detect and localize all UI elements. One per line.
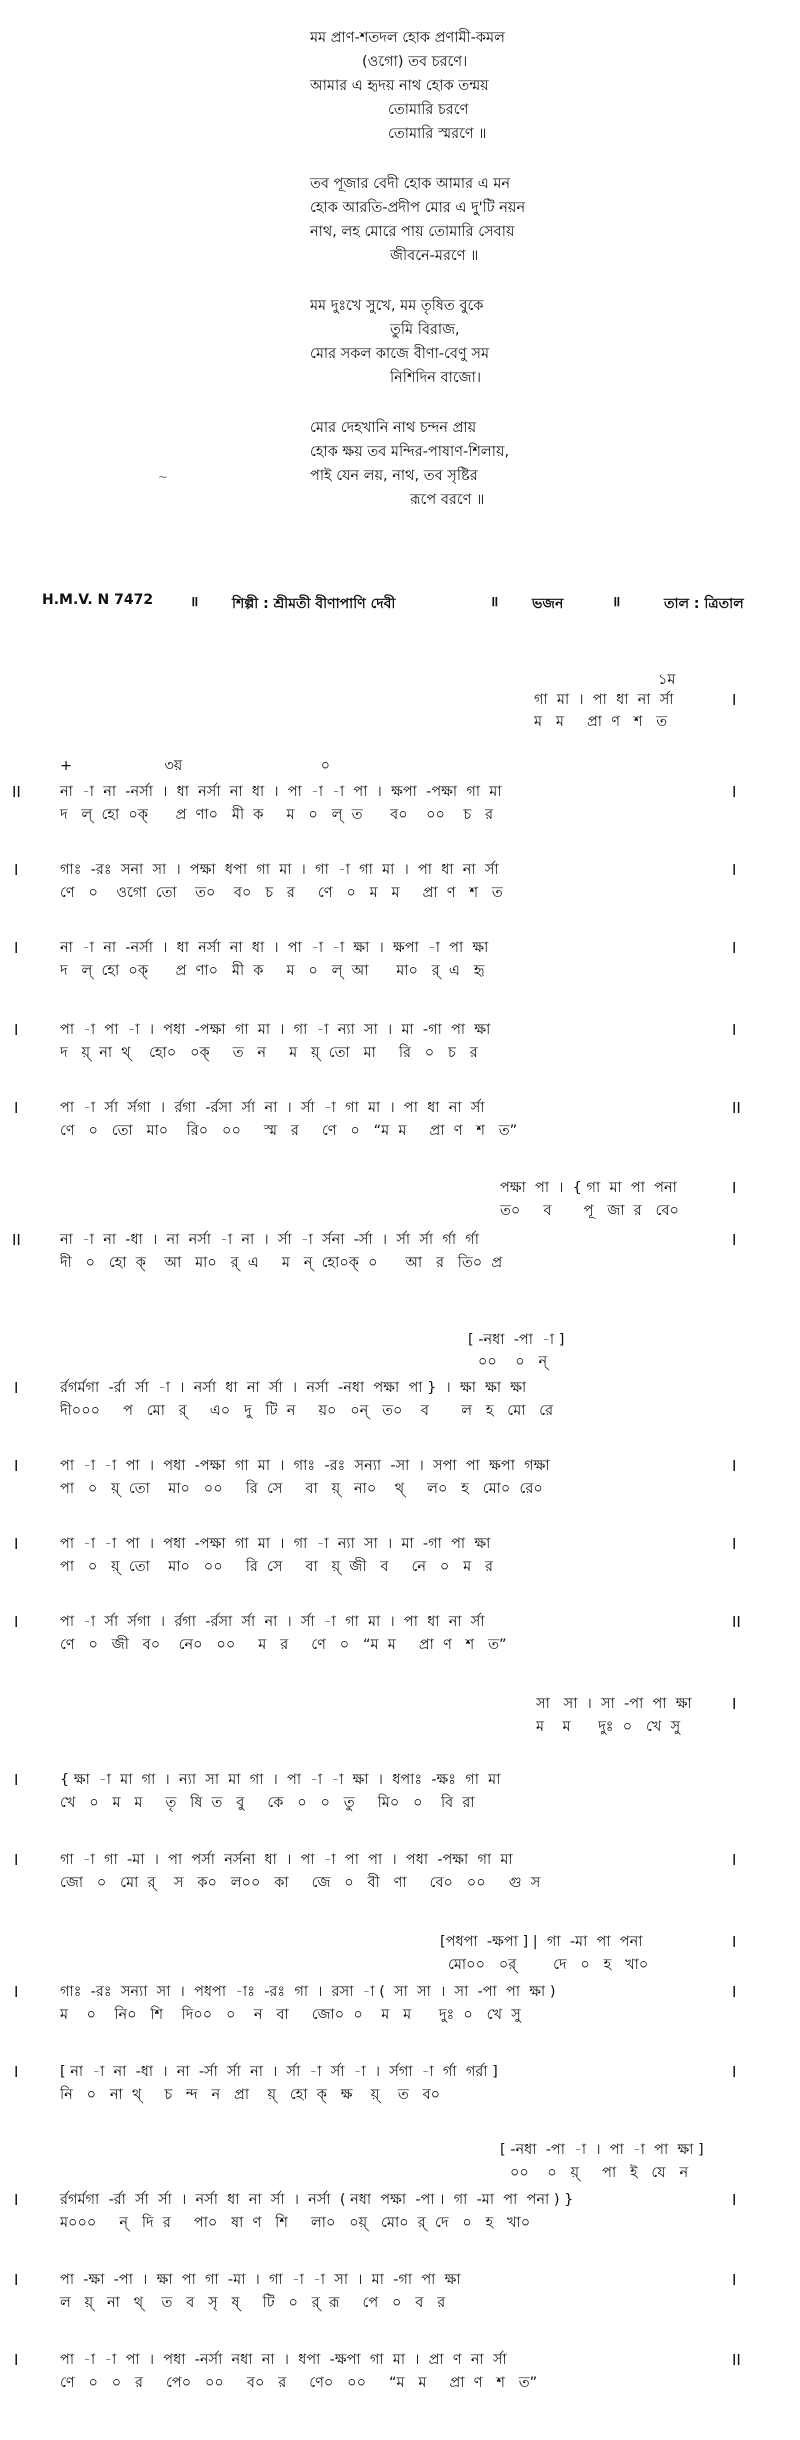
notation-lyric-line: ণে ০ তো মা০ রি০ ০০ স্ম র ণে ০ “ম ম প্রা ণ শ ত” — [60, 1123, 518, 1139]
artist: শিল্পী : শ্রীমতী বীণাপাণি দেবী — [232, 596, 396, 612]
lyric-line: মোর সকল কাজে বীণা-বেণু সম — [310, 346, 490, 362]
notation-lyric-line: ম০০০ ন্ দি র পা০ ষা ণ শি লা০ ০য়্ মো০ র্ দে ০ হ খা০ — [60, 2215, 531, 2231]
bar-line-mark: II — [732, 1099, 741, 1117]
bar-line-mark: I — [732, 1231, 737, 1249]
lyric-line: পাই যেন লয়, নাথ, তব সৃষ্টির — [310, 468, 478, 484]
bar-line-mark: I — [732, 2063, 737, 2081]
bar-line-mark: I — [732, 1983, 737, 2001]
bar-line-mark: I — [14, 2191, 19, 2209]
notation-lyric-line: খে ০ ম ম তৃ ষি ত বু কে ০ ০ তু মি০ ০ বি রা — [60, 1795, 475, 1811]
notation-lyric-line: ০০ ০ য়্ পা ই যে ন — [510, 2165, 689, 2181]
notation-swara-line: সা সা । সা -পা পা ক্ষা — [536, 1696, 692, 1712]
lyric-line: আমার এ হৃদয় নাথ হোক তন্ময় — [310, 78, 489, 94]
bar-line-mark: I — [732, 2271, 737, 2289]
notation-swara-line: [ না -া না -ধা । না -র্সা র্সা না । র্সা -া র্সা -া । র্সগা -া র্গা গর্রা ] — [60, 2064, 498, 2080]
lyric-line: মম প্রাণ-শতদল হোক প্রণামী-কমল — [310, 30, 505, 46]
notation-lyric-line: জো ০ মো র্ স ক০ ল০০ কা জে ০ বী ণা বে০ ০০ গু স — [60, 1875, 541, 1891]
bar-line-mark: I — [732, 1851, 737, 1869]
lyric-line: তুমি বিরাজ, — [390, 322, 460, 338]
notation-lyric-line: ত০ ব পূ জা র বে০ — [500, 1203, 679, 1219]
notation-swara-line: পক্ষা পা । { গা মা পা পনা — [500, 1180, 677, 1196]
notation-lyric-line: দী ০ হো ক্ আ মা০ র্ এ ম ন্ হো০ক্ ০ আ র তি০ প্র — [60, 1255, 503, 1271]
bar-line-mark: I — [14, 2271, 19, 2289]
bar-line-mark: I — [14, 1379, 19, 1397]
bar-line-mark: II — [732, 2351, 741, 2369]
notation-lyric-line: দী০০০ প মো র্ এ০ দু টি ন য়০ ০ন্ ত০ ব ল হ মো রে — [60, 1403, 554, 1419]
notation-lyric-line: দ ল্ হো ০ক্ প্র ণা০ মী ক ম ০ ল্ ত ব০ ০০ চ র — [60, 807, 494, 823]
bar-line-mark: I — [14, 1457, 19, 1475]
notation-swara-line: পা -া -া পা । পধা -নর্সা নধা না । ধপা -ক্ষপা গা মা । প্রা ণ না র্সা — [60, 2352, 507, 2368]
bar-line-mark: I — [14, 2351, 19, 2369]
lyric-line: (ওগো) তব চরণে। — [362, 54, 468, 70]
lyric-line: হোক ক্ষয় তব মন্দির-পাষাণ-শিলায়, — [310, 444, 510, 460]
bar-line-mark: I — [732, 1021, 737, 1039]
notation-swara-line: পা -া র্সা র্সগা । র্রগা -র্রসা র্সা না । র্সা -া গা মা । পা ধা না র্সা — [60, 1100, 485, 1116]
notation-swara-line: পা -ক্ষা -পা । ক্ষা পা গা -মা । গা -া -া সা । মা -গা পা ক্ষা — [60, 2272, 461, 2288]
bar-line-mark: I — [14, 861, 19, 879]
bar-line-mark: I — [14, 1021, 19, 1039]
notation-lyric-line: + ৩য় ০ — [60, 758, 331, 774]
lyric-line: তোমারি স্মরণে ॥ — [388, 126, 487, 142]
bar-line-mark: I — [732, 783, 737, 801]
notation-swara-line: গাঃ -রঃ সন্যা সা । পধপা -াঃ -রঃ গা । রসা -া ( সা সা । সা -পা পা ক্ষা ) — [60, 1984, 556, 2000]
bar-line-mark: I — [732, 861, 737, 879]
notation-swara-line: গা -া গা -মা । পা পর্সা নর্সনা ধা । পা -া পা পা । পধা -পক্ষা গা মা — [60, 1852, 513, 1868]
notation-swara-line: পা -া -া পা । পধা -পক্ষা গা মা । গা -া ন্যা সা । মা -গা পা ক্ষা — [60, 1536, 491, 1552]
notation-swara-line: [ -নধা -পা -া ] — [468, 1332, 565, 1348]
notation-lyric-line: দ য়্ না থ্ হো০ ০ক্ ত ন ম য়্ তো মা রি ০ চ র — [60, 1045, 478, 1061]
bar-line-mark: I — [14, 1983, 19, 2001]
lyric-line: তোমারি চরণে — [388, 102, 469, 118]
bar-line-mark: II — [12, 1231, 21, 1249]
bar-line-mark: I — [14, 1771, 19, 1789]
lyric-line: মোর দেহখানি নাথ চন্দন প্রায় — [310, 420, 477, 436]
notation-lyric-line: ম ম দুঃ ০ খে সু — [536, 1719, 681, 1735]
lyric-line: নিশিদিন বাজো। — [390, 370, 482, 386]
bar-line-mark: I — [14, 1099, 19, 1117]
notation-lyric-line: পা ০ য়্ তো মা০ ০০ রি সে বা য়্ না০ থ্ ল০ হ মো০ রে০ — [60, 1481, 543, 1497]
record-label: H.M.V. N 7472 — [42, 592, 154, 608]
notation-lyric-line: মো০০ ০র্ দে ০ হ খা০ — [448, 1957, 649, 1973]
notation-swara-line: [পধপা -ক্ষপা ] | গা -মা পা পনা — [440, 1934, 643, 1950]
lyric-line: তব পূজার বেদী হোক আমার এ মন — [310, 176, 511, 192]
notation-lyric-line: ল য়্ না থ্ ত ব সৃ ষ্ টি ০ র্ রূ পে ০ ব র — [60, 2295, 446, 2311]
notation-swara-line: ম ম প্রা ণ শ ত — [534, 714, 668, 730]
bar-line-mark: I — [732, 1695, 737, 1713]
notation-lyric-line: ম ০ নি০ শি দি০০ ০ ন বা জো০ ০ ম ম দুঃ ০ খে সু — [60, 2007, 521, 2023]
notation-lyric-line: পা ০ য়্ তো মা০ ০০ রি সে বা য়্ জী ব নে ০ ম র — [60, 1559, 493, 1575]
bar-line-mark: I — [732, 939, 737, 957]
lyric-line: জীবনে-মরণে ॥ — [390, 248, 479, 264]
lyric-line: মম দুঃখে সুখে, মম তৃষিত বুকে — [310, 298, 484, 314]
bar-line-mark: I — [14, 1613, 19, 1631]
lyric-line: হোক আরতি-প্রদীপ মোর এ দু'টি নয়ন — [310, 200, 526, 216]
taal: তাল : ত্রিতাল — [664, 596, 744, 612]
notation-lyric-line: ণে ০ জী ব০ নে০ ০০ ম র ণে ০ “ম ম প্রা ণ শ ত” — [60, 1637, 507, 1653]
notation-swara-line: র্রগর্মগা -র্রা র্সা র্সা । নর্সা ধা না র্সা । নর্সা ( নধা পক্ষা -পা । গা -মা পা পনা ) } — [60, 2192, 574, 2208]
lyric-line: নাথ, লহ মোরে পায় তোমারি সেবায় — [310, 224, 515, 240]
notation-swara-line: না -া না -নর্সা । ধা নর্সা না ধা । পা -া -া ক্ষা । ক্ষপা -া পা ক্ষা — [60, 940, 489, 956]
bar-line-mark: I — [14, 2063, 19, 2081]
bar-line-mark: I — [732, 1933, 737, 1951]
notation-lyric-line: ণে ০ ওগো তো ত০ ব০ চ র ণে ০ ম ম প্রা ণ শ ত — [60, 885, 503, 901]
lyric-line: রূপে বরণে ॥ — [410, 492, 485, 508]
bar-line-mark: I — [732, 691, 737, 709]
separator: ॥ — [490, 594, 499, 610]
notation-swara-line: পা -া -া পা । পধা -পক্ষা গা মা । গাঃ -রঃ সন্যা -সা । সপা পা ক্ষপা গক্ষা — [60, 1458, 550, 1474]
bar-line-mark: I — [14, 939, 19, 957]
bar-line-mark: I — [732, 2191, 737, 2209]
notation-swara-line: { ক্ষা -া মা গা । ন্যা সা মা গা । পা -া -া ক্ষা । ধপাঃ -ক্ষঃ গা মা — [60, 1772, 501, 1788]
stray-mark: ~ — [158, 470, 169, 484]
notation-lyric-line: ণে ০ ০ র পে০ ০০ ব০ র ণে০ ০০ “ম ম প্রা ণ শ ত” — [60, 2375, 538, 2391]
notation-swara-line: না -া না -ধা । না নর্সা -া না । র্সা -া র্সনা -র্সা । র্সা র্সা র্গা র্গা — [60, 1232, 479, 1248]
notation-swara-line: [ -নধা -পা -া । পা -া পা ক্ষা ] — [500, 2142, 704, 2158]
bar-line-mark: I — [14, 1851, 19, 1869]
notation-swara-line: পা -া র্সা র্সগা । র্রগা -র্রসা র্সা না । র্সা -া গা মা । পা ধা না র্সা — [60, 1614, 485, 1630]
notation-lyric-line: নি ০ না থ্ চ ন্দ ন প্রা য়্ হো ক্ ক্ষ য়্ ত ব০ — [60, 2087, 441, 2103]
genre: ভজন — [532, 596, 564, 612]
bar-line-mark: I — [14, 1535, 19, 1553]
separator: ॥ — [612, 594, 621, 610]
bar-line-mark: II — [732, 1613, 741, 1631]
notation-swara-line: র্রগর্মগা -র্রা র্সা -া । নর্সা ধা না র্সা । নর্সা -নধা পক্ষা পা } । ক্ষা ক্ষা ক্ষা — [60, 1380, 527, 1396]
notation-swara-line: গাঃ -রঃ সনা সা । পক্ষা ধপা গা মা । গা -া গা মা । পা ধা না র্সা — [60, 862, 499, 878]
bar-line-mark: I — [732, 1457, 737, 1475]
bar-line-mark: II — [12, 783, 21, 801]
bar-line-mark: I — [732, 1535, 737, 1553]
notation-lyric-line: ০০ ০ ন্ — [478, 1354, 548, 1370]
notation-lyric-line: গা মা । পা ধা না র্সা — [534, 692, 674, 708]
separator: ॥ — [190, 594, 199, 610]
notation-swara-line: ১ম — [658, 672, 676, 688]
bar-line-mark: I — [732, 1179, 737, 1197]
notation-lyric-line: দ ল্ হো ০ক্ প্র ণা০ মী ক ম ০ ল্ আ মা০ র্ এ হৃ — [60, 963, 485, 979]
notation-swara-line: না -া না -নর্সা । ধা নর্সা না ধা । পা -া -া পা । ক্ষপা -পক্ষা গা মা — [60, 784, 502, 800]
notation-swara-line: পা -া পা -া । পধা -পক্ষা গা মা । গা -া ন্যা সা । মা -গা পা ক্ষা — [60, 1022, 491, 1038]
